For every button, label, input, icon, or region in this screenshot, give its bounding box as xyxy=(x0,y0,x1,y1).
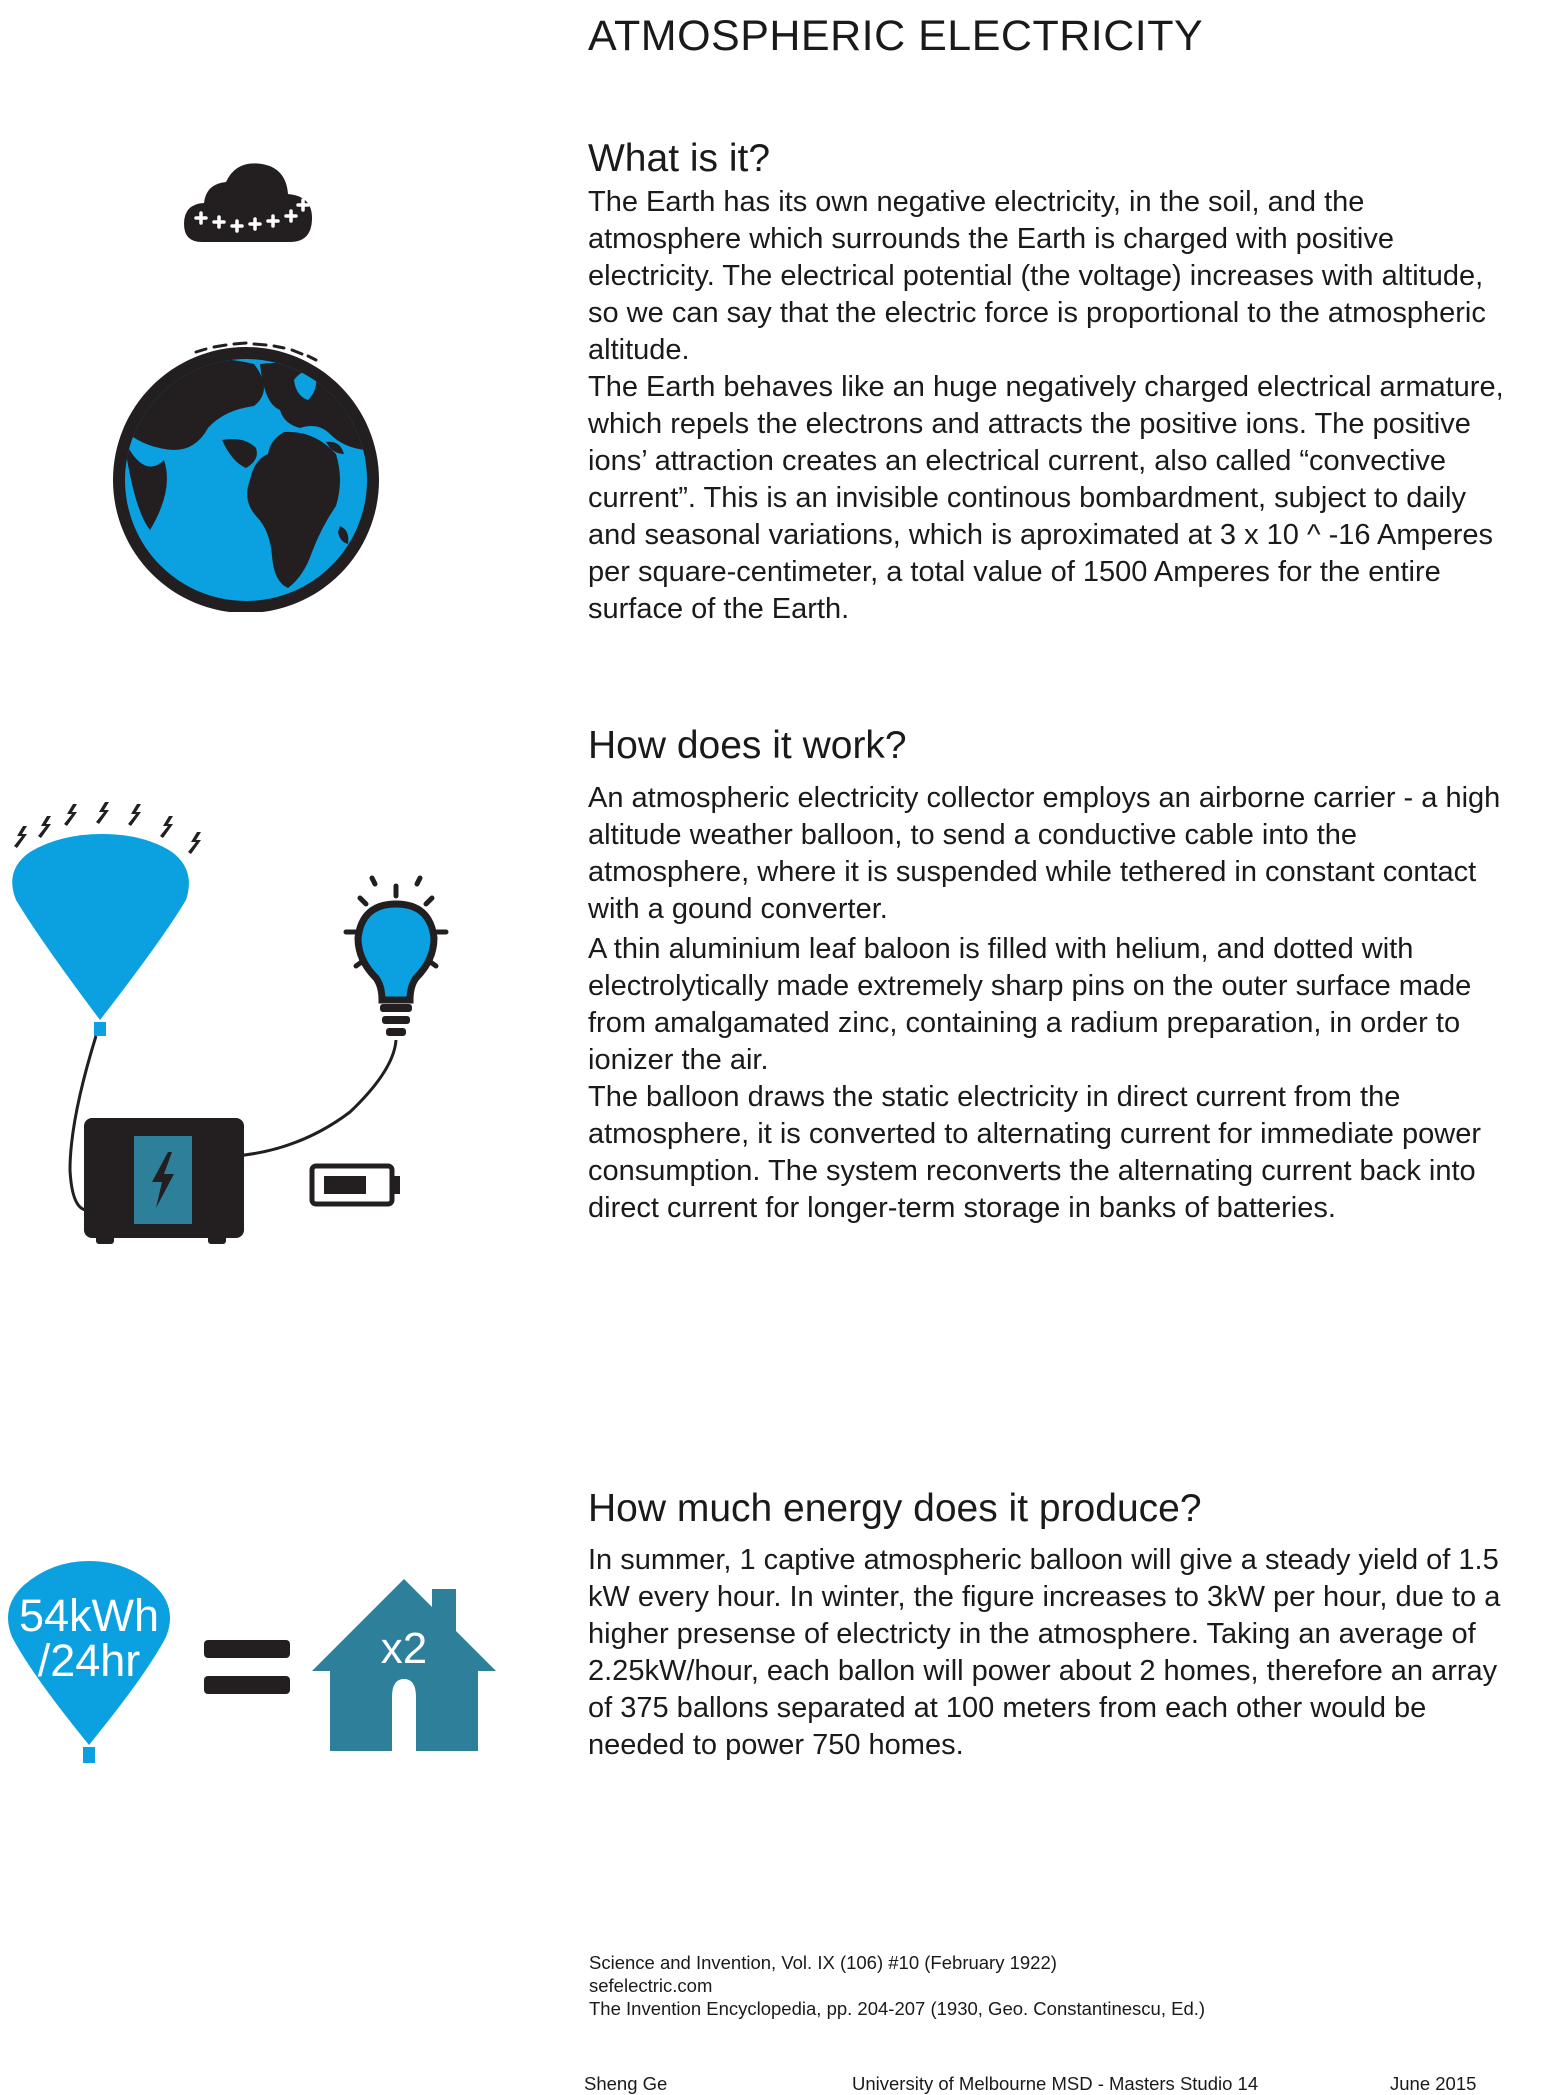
paragraph: The Earth has its own negative electricity, in the soil, and the atmosphere which surrounds the Earth is charged with positive electricity. The electrical potential (the voltage) increases with altitude, so we can say that the electric force is proportional to the atmospheric altitude. xyxy=(588,186,1486,366)
generator-box-icon xyxy=(84,1118,244,1244)
page-title: ATMOSPHERIC ELECTRICITY xyxy=(588,12,1204,60)
reference-item: The Invention Encyclopedia, pp. 204-207 (1930, Geo. Constantinescu, Ed.) xyxy=(589,1998,1206,2019)
section-body-how xyxy=(588,780,1520,1227)
energy-balloon-icon xyxy=(0,1555,186,1770)
footer-date: June 2015 xyxy=(1390,2073,1477,2094)
paragraph: The balloon draws the static electricity in direct current from the atmosphere, it is converted to alternating current for immediate power consumption. The system reconverts the alternating current back into direct current for longer-term storage in banks of batteries. xyxy=(588,1081,1481,1224)
cloud-icon xyxy=(182,158,314,250)
battery-icon xyxy=(312,1166,400,1204)
house-icon xyxy=(312,1575,496,1755)
footer-author: Sheng Ge xyxy=(584,2073,668,2094)
balloon-icon xyxy=(12,834,189,1020)
energy-amount-line2: /24hr xyxy=(37,1635,141,1686)
light-bulb-icon xyxy=(346,878,446,1036)
section-body-what xyxy=(588,184,1520,628)
section-heading-what: What is it? xyxy=(588,137,771,180)
paragraph: In summer, 1 captive atmospheric balloon will give a steady yield of 1.5 kW every hour. In winter, the figure increases to 3kW per hour, due to a higher presense of electricty in the atmosphere. Taking an average of 2.25kW/hour, each ballon will power about 2 homes, therefore an array of 375 ballons separated at 100 meters from each other would be needed to power 750 homes. xyxy=(588,1544,1501,1761)
balloon-system-illustration xyxy=(0,800,470,1260)
section-body-energy xyxy=(588,1542,1520,1764)
house-multiplier-label: x2 xyxy=(380,1624,428,1673)
equals-icon xyxy=(204,1640,290,1696)
footer-institution: University of Melbourne MSD - Masters Studio 14 xyxy=(852,2073,1259,2094)
reference-item: sefelectric.com xyxy=(589,1975,713,1996)
reference-item: Science and Invention, Vol. IX (106) #10 (February 1922) xyxy=(589,1952,1057,1973)
paragraph: A thin aluminium leaf baloon is filled with helium, and dotted with electrolytically made extremely sharp pins on the outer surface made from amalgamated zinc, containing a radium preparation, in order to ionizer the air. xyxy=(588,933,1472,1076)
section-heading-how: How does it work? xyxy=(588,724,907,767)
paragraph: An atmospheric electricity collector employs an airborne carrier - a high altitude weather balloon, to send a conductive cable into the atmosphere, where it is suspended while tethered in constant contact with a gound converter. xyxy=(588,782,1501,925)
references xyxy=(589,1951,1205,2020)
earth-globe-icon xyxy=(104,330,388,612)
section-heading-energy: How much energy does it produce? xyxy=(588,1487,1202,1530)
paragraph: The Earth behaves like an huge negatively charged electrical armature, which repels the electrons and attracts the positive ions. The positive ions’ attraction creates an electrical current, also called “convective current”. This is an invisible continous bombardment, subject to daily and seasonal variations, which is aproximated at 3 x 10 ^ -16 Amperes per square-centimeter, a total value of 1500 Amperes for the entire surface of the Earth. xyxy=(588,371,1504,625)
energy-amount-line1: 54kWh xyxy=(18,1590,160,1641)
